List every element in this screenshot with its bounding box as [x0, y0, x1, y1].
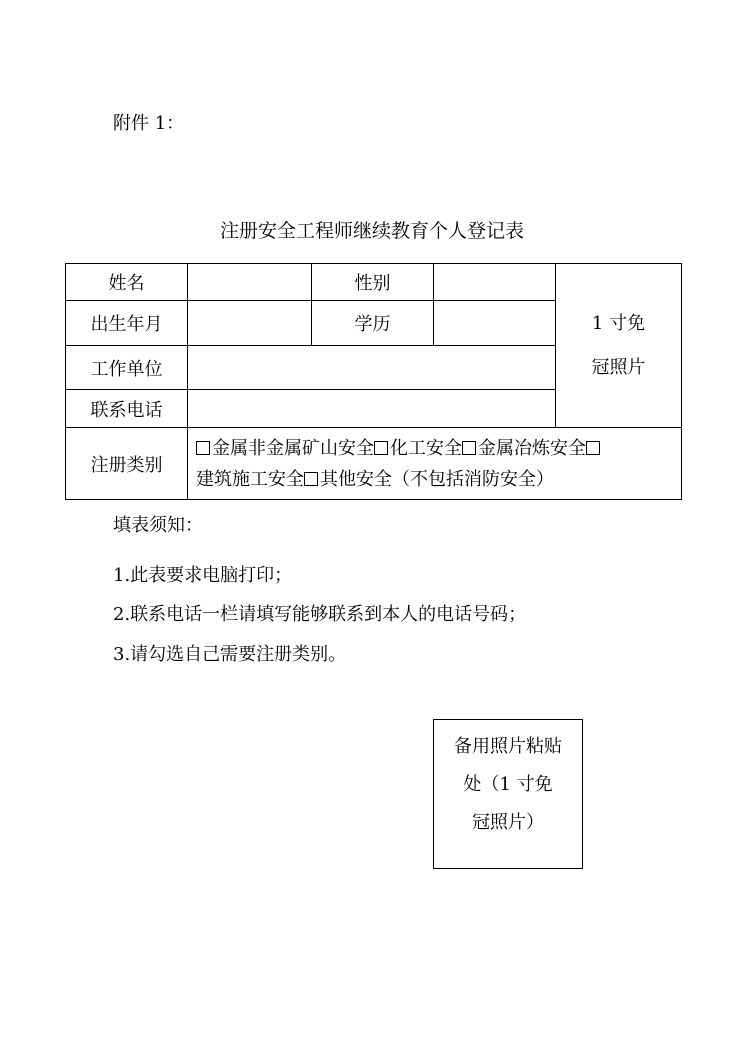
backup-photo-line2: 处（1 寸免: [463, 774, 553, 795]
reg-type-label: 注册类别: [66, 428, 188, 500]
employer-label: 工作单位: [66, 346, 188, 390]
birth-label: 出生年月: [66, 301, 188, 346]
registration-table: [65, 263, 682, 500]
reg-type-option-mining[interactable]: 金属非金属矿山安全: [196, 438, 374, 459]
reg-type-option-construction[interactable]: 建筑施工安全: [196, 468, 304, 490]
checkbox-icon[interactable]: [196, 441, 210, 455]
note-item: 2.联系电话一栏请填写能够联系到本人的电话号码；: [113, 604, 527, 625]
name-label: 姓名: [66, 264, 188, 301]
note-item: 3.请勾选自己需要注册类别。: [113, 644, 347, 665]
name-field[interactable]: [188, 264, 312, 301]
form-title: 注册安全工程师继续教育个人登记表: [219, 220, 524, 242]
note-item: 1.此表要求电脑打印；: [113, 565, 293, 586]
backup-photo-box: [433, 719, 583, 869]
gender-label: 性别: [312, 264, 434, 301]
reg-type-option-chemical[interactable]: 化工安全: [374, 438, 462, 459]
reg-type-options: [188, 428, 682, 500]
reg-type-option-other[interactable]: 其他安全（不包括消防安全）: [304, 469, 554, 490]
backup-photo-line1: 备用照片粘贴: [454, 736, 562, 757]
birth-field[interactable]: [188, 301, 312, 346]
checkbox-icon[interactable]: [304, 472, 318, 486]
table-row: [66, 428, 682, 500]
education-field[interactable]: [434, 301, 556, 346]
education-label: 学历: [312, 301, 434, 346]
checkbox-icon[interactable]: [462, 441, 476, 455]
annex-label: 附件 1：: [113, 113, 185, 134]
photo-cell: [556, 264, 682, 428]
table-row: [66, 264, 682, 301]
checkbox-icon[interactable]: [586, 441, 600, 455]
employer-field[interactable]: [188, 346, 556, 390]
notes-heading: 填表须知：: [113, 515, 203, 536]
checkbox-icon[interactable]: [374, 441, 388, 455]
photo-caption-line1: 1 寸免: [591, 312, 646, 334]
phone-label: 联系电话: [66, 390, 188, 428]
photo-caption-line2: 冠照片: [591, 356, 646, 378]
phone-field[interactable]: [188, 390, 556, 428]
reg-type-option-metallurgy[interactable]: 金属冶炼安全: [462, 438, 586, 459]
backup-photo-line3: 冠照片）: [472, 812, 544, 833]
gender-field[interactable]: [434, 264, 556, 301]
